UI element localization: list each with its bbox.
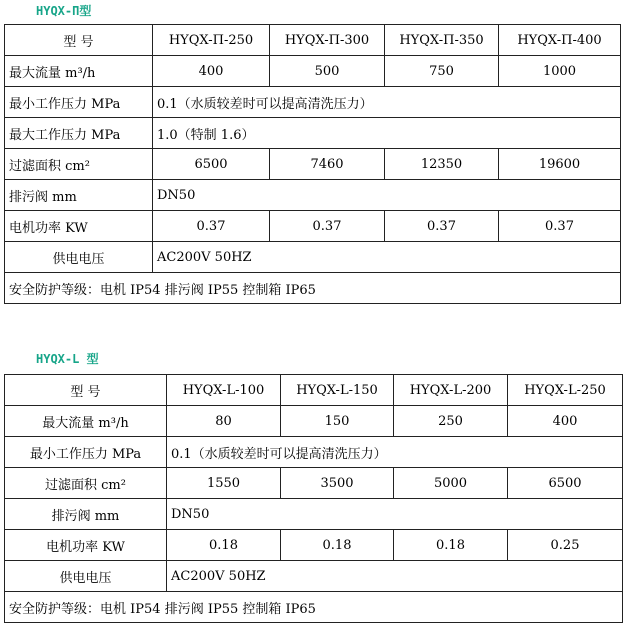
value-cell: 80 <box>167 406 281 437</box>
row-label-flow: 最大流量 m³/h <box>5 406 167 437</box>
value-cell: 6500 <box>508 468 623 499</box>
row-label-min-pressure: 最小工作压力 MPa <box>5 87 153 118</box>
value-cell-wide: 0.1（水质较差时可以提高清洗压力） <box>153 87 621 118</box>
row-label-drain-valve: 排污阀 mm <box>5 180 153 211</box>
value-cell: 0.25 <box>508 530 623 561</box>
value-cell: 0.18 <box>167 530 281 561</box>
model-cell: HYQX-Π-250 <box>153 25 270 56</box>
model-cell: HYQX-L-200 <box>394 375 508 406</box>
row-label-min-pressure: 最小工作压力 MPa <box>5 437 167 468</box>
value-cell: 3500 <box>281 468 394 499</box>
value-cell: 1000 <box>499 56 621 87</box>
table-row-motor-power <box>5 211 621 242</box>
row-label-model: 型 号 <box>5 25 153 56</box>
value-cell-wide: 1.0（特制 1.6） <box>153 118 621 149</box>
table-row-model <box>5 375 623 406</box>
row-label-flow: 最大流量 m³/h <box>5 56 153 87</box>
value-cell: 500 <box>270 56 385 87</box>
value-cell: 5000 <box>394 468 508 499</box>
table-row-voltage <box>5 242 621 273</box>
value-cell-wide: AC200V 50HZ <box>167 561 623 592</box>
row-label-filter-area: 过滤面积 cm² <box>5 468 167 499</box>
row-label-filter-area: 过滤面积 cm² <box>5 149 153 180</box>
value-cell-wide: AC200V 50HZ <box>153 242 621 273</box>
value-cell-wide: 0.1（水质较差时可以提高清洗压力） <box>167 437 623 468</box>
model-cell: HYQX-Π-400 <box>499 25 621 56</box>
protection-note: 安全防护等级：电机 IP54 排污阀 IP55 控制箱 IP65 <box>5 273 621 304</box>
table-row-max-pressure <box>5 118 621 149</box>
value-cell: 250 <box>394 406 508 437</box>
row-label-max-pressure: 最大工作压力 MPa <box>5 118 153 149</box>
row-label-model: 型 号 <box>5 375 167 406</box>
value-cell: 0.37 <box>153 211 270 242</box>
model-cell: HYQX-L-100 <box>167 375 281 406</box>
value-cell: 7460 <box>270 149 385 180</box>
table-row-filter-area <box>5 149 621 180</box>
table-row-protection <box>5 592 623 623</box>
table-row-min-pressure <box>5 87 621 118</box>
value-cell: 0.18 <box>281 530 394 561</box>
table-row-drain-valve <box>5 499 623 530</box>
value-cell-wide: DN50 <box>153 180 621 211</box>
row-label-drain-valve: 排污阀 mm <box>5 499 167 530</box>
row-label-voltage: 供电电压 <box>5 561 167 592</box>
value-cell: 0.37 <box>270 211 385 242</box>
model-cell: HYQX-L-150 <box>281 375 394 406</box>
row-label-motor-power: 电机功率 KW <box>5 211 153 242</box>
value-cell: 0.37 <box>499 211 621 242</box>
value-cell: 19600 <box>499 149 621 180</box>
row-label-voltage: 供电电压 <box>5 242 153 273</box>
value-cell: 400 <box>508 406 623 437</box>
protection-note: 安全防护等级：电机 IP54 排污阀 IP55 控制箱 IP65 <box>5 592 623 623</box>
table-row-voltage <box>5 561 623 592</box>
value-cell-wide: DN50 <box>167 499 623 530</box>
value-cell: 0.37 <box>385 211 499 242</box>
spec-table-l <box>4 374 623 623</box>
table-row-filter-area <box>5 468 623 499</box>
value-cell: 150 <box>281 406 394 437</box>
value-cell: 6500 <box>153 149 270 180</box>
section-title-l: HYQX-L 型 <box>36 352 99 366</box>
table-row-protection <box>5 273 621 304</box>
section-title-pi: HYQX-Π型 <box>36 4 92 18</box>
table-row-motor-power <box>5 530 623 561</box>
value-cell: 1550 <box>167 468 281 499</box>
table-row-min-pressure <box>5 437 623 468</box>
value-cell: 750 <box>385 56 499 87</box>
model-cell: HYQX-L-250 <box>508 375 623 406</box>
value-cell: 12350 <box>385 149 499 180</box>
table-row-flow <box>5 56 621 87</box>
spec-table-pi <box>4 24 621 304</box>
table-row-drain-valve <box>5 180 621 211</box>
table-row-flow <box>5 406 623 437</box>
value-cell: 0.18 <box>394 530 508 561</box>
model-cell: HYQX-Π-300 <box>270 25 385 56</box>
table-row-model <box>5 25 621 56</box>
row-label-motor-power: 电机功率 KW <box>5 530 167 561</box>
value-cell: 400 <box>153 56 270 87</box>
model-cell: HYQX-Π-350 <box>385 25 499 56</box>
